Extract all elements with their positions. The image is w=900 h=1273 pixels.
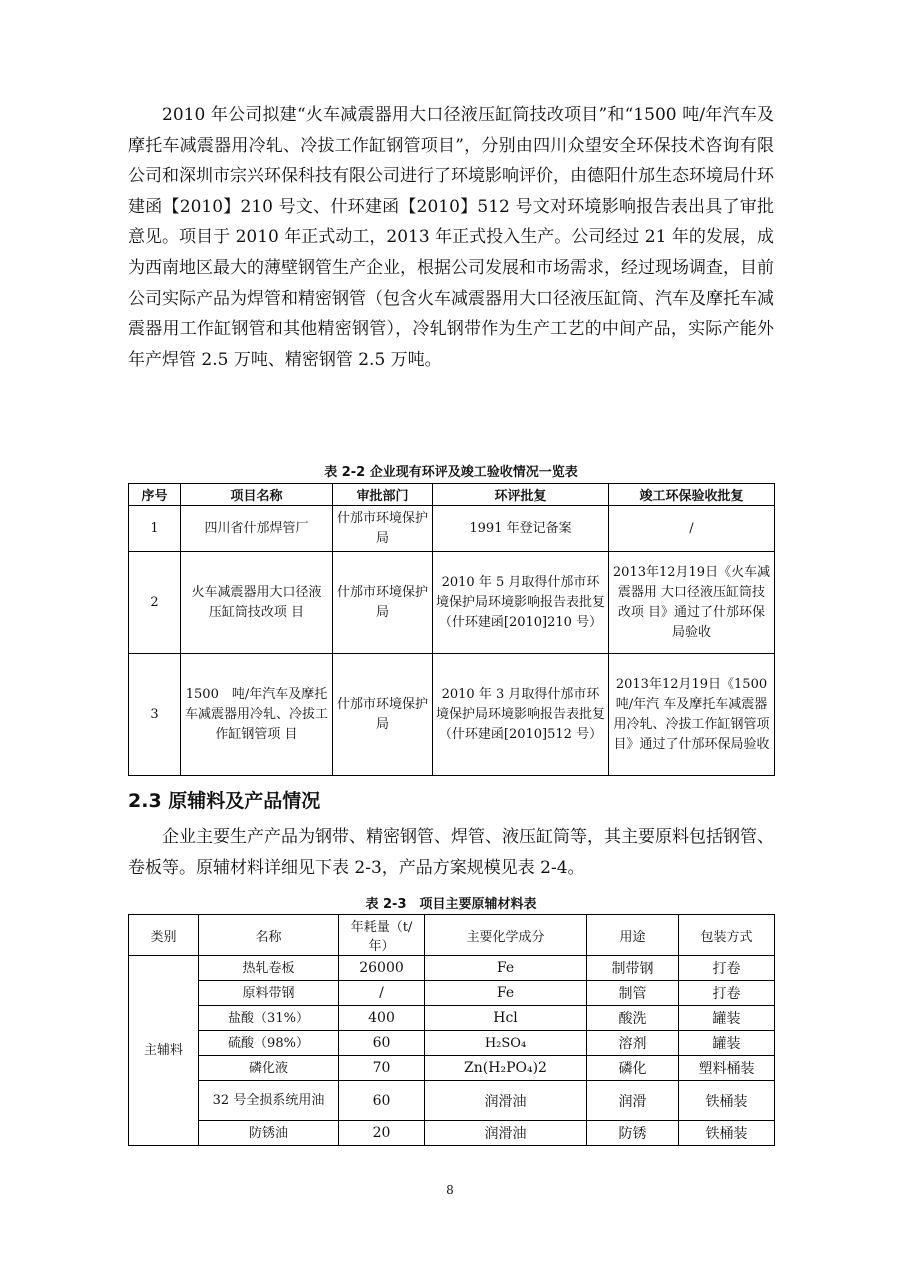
header-cell: 竣工环保验收批复	[609, 484, 775, 506]
table-cell: 铁桶装	[679, 1081, 775, 1121]
table-cell: 60	[339, 1081, 425, 1121]
table-cell: Fe	[425, 956, 587, 981]
table-cell: 四川省什邡焊管厂	[181, 506, 333, 552]
section-heading: 2.3 原辅料及产品情况	[128, 790, 321, 812]
header-cell: 包装方式	[679, 915, 775, 956]
header-cell: 项目名称	[181, 484, 333, 506]
table-row	[129, 1081, 775, 1121]
table-cell: 硫酸（98%）	[199, 1031, 339, 1056]
body-paragraph-1: 2010 年公司拟建“火车减震器用大口径液压缸筒技改项目”和“1500 吨/年汽车及摩托车减震器用冷轧、冷拔工作缸钢管项目”，分别由四川众望安全环保技术咨询有限公司和深圳市宗兴环保科技有限公司进行了环境影响评价，由德阳什邡生态环境局什环建函【2010】210 号文、什环建函【2010】512 号文对环境影响报告表出具了审批意见。项目于 2010 年正式动工，2013 年正式投入生产。公司经过 21 年的发展，成为西南地区最大的薄壁钢管生产企业，根据公司发展和市场需求，经过现场调查，目前公司实际产品为焊管和精密钢管（包含火车减震器用大口径液压缸筒、汽车及摩托车减震器用工作缸钢管和其他精密钢管），冷轧钢带作为生产工艺的中间产品，实际产能外年产焊管 2.5 万吨、精密钢管 2.5 万吨。	[128, 105, 774, 370]
table-row	[129, 1006, 775, 1031]
table-cell: 塑料桶装	[679, 1056, 775, 1081]
header-cell: 类别	[129, 915, 199, 956]
body-paragraph-2: 企业主要生产产品为钢带、精密钢管、焊管、液压缸筒等，其主要原料包括钢管、卷板等。原辅材料详细见下表 2-3，产品方案规模见表 2-4。	[128, 827, 774, 878]
table-cell: 打卷	[679, 981, 775, 1006]
table-cell: 打卷	[679, 956, 775, 981]
table-cell: 3	[129, 654, 181, 776]
table-cell: 2	[129, 552, 181, 654]
table-cell: 32 号全损系统用油	[199, 1081, 339, 1121]
table-cell: 2010 年 3 月取得什邡市环境保护局环境影响报告表批复（什环建函[2010]512 号）	[433, 654, 609, 776]
header-cell: 环评批复	[433, 484, 609, 506]
table-row	[129, 1121, 775, 1146]
table-cell: 盐酸（31%）	[199, 1006, 339, 1031]
table-row	[129, 552, 775, 654]
table-cell: Hcl	[425, 1006, 587, 1031]
table-header-row	[129, 484, 775, 506]
table-cell: 润滑油	[425, 1121, 587, 1146]
table-row	[129, 654, 775, 776]
table-cell: 罐装	[679, 1031, 775, 1056]
page-number: 8	[446, 1183, 454, 1197]
table-cell: 26000	[339, 956, 425, 981]
table-2-3	[128, 914, 775, 1146]
table-cell: 溶剂	[587, 1031, 679, 1056]
table-cell: 400	[339, 1006, 425, 1031]
table-cell: 润滑油	[425, 1081, 587, 1121]
table-row	[129, 1031, 775, 1056]
table-cell: 1991 年登记备案	[433, 506, 609, 552]
table-cell: 罐装	[679, 1006, 775, 1031]
table-cell: 1	[129, 506, 181, 552]
category-cell: 主辅料	[129, 956, 199, 1146]
table-cell: 2013年12月19日《火车减震器用 大口径液压缸筒技改项 目》通过了什邡环保局验收	[609, 552, 775, 654]
table-cell: 热轧卷板	[199, 956, 339, 981]
table-cell: 什邡市环境保护局	[333, 654, 433, 776]
table-cell: 防锈	[587, 1121, 679, 1146]
table-cell: 制管	[587, 981, 679, 1006]
table-cell: 70	[339, 1056, 425, 1081]
table-cell: /	[609, 506, 775, 552]
table-cell: 60	[339, 1031, 425, 1056]
table-cell: 2013年12月19日《1500吨/年汽 车及摩托车减震器用冷轧、冷拔工作缸钢管项 目》通过了什邡环保局验收	[609, 654, 775, 776]
header-cell: 审批部门	[333, 484, 433, 506]
table-cell: 20	[339, 1121, 425, 1146]
table-row	[129, 506, 775, 552]
table-row	[129, 981, 775, 1006]
table-cell: 1500 吨/年汽车及摩托车减震器用冷轧、冷拔工作缸钢管项 目	[181, 654, 333, 776]
table-cell: Fe	[425, 981, 587, 1006]
table-row	[129, 1056, 775, 1081]
table-cell: 什邡市环境保护局	[333, 552, 433, 654]
table-cell: 防锈油	[199, 1121, 339, 1146]
table-cell: 磷化液	[199, 1056, 339, 1081]
table-cell: 磷化	[587, 1056, 679, 1081]
table-cell: 火车减震器用大口径液 压缸筒技改项 目	[181, 552, 333, 654]
header-cell: 主要化学成分	[425, 915, 587, 956]
table-header-row	[129, 915, 775, 956]
table-2-3-caption: 表 2-3 项目主要原辅材料表	[365, 897, 537, 912]
header-cell: 年耗量（t/年）	[339, 915, 425, 956]
table-cell: H₂SO₄	[425, 1031, 587, 1056]
table-row	[129, 956, 775, 981]
table-cell: /	[339, 981, 425, 1006]
header-cell: 用途	[587, 915, 679, 956]
table-cell: 铁桶装	[679, 1121, 775, 1146]
header-cell: 名称	[199, 915, 339, 956]
header-cell: 序号	[129, 484, 181, 506]
table-cell: 润滑	[587, 1081, 679, 1121]
table-cell: 2010 年 5 月取得什邡市环境保护局环境影响报告表批复（什环建函[2010]210 号）	[433, 552, 609, 654]
table-cell: 原料带钢	[199, 981, 339, 1006]
table-cell: Zn(H₂PO₄)2	[425, 1056, 587, 1081]
table-cell: 酸洗	[587, 1006, 679, 1031]
table-2-2-caption: 表 2-2 企业现有环评及竣工验收情况一览表	[324, 465, 578, 480]
table-2-2	[128, 483, 775, 776]
table-cell: 制带钢	[587, 956, 679, 981]
table-cell: 什邡市环境保护局	[333, 506, 433, 552]
